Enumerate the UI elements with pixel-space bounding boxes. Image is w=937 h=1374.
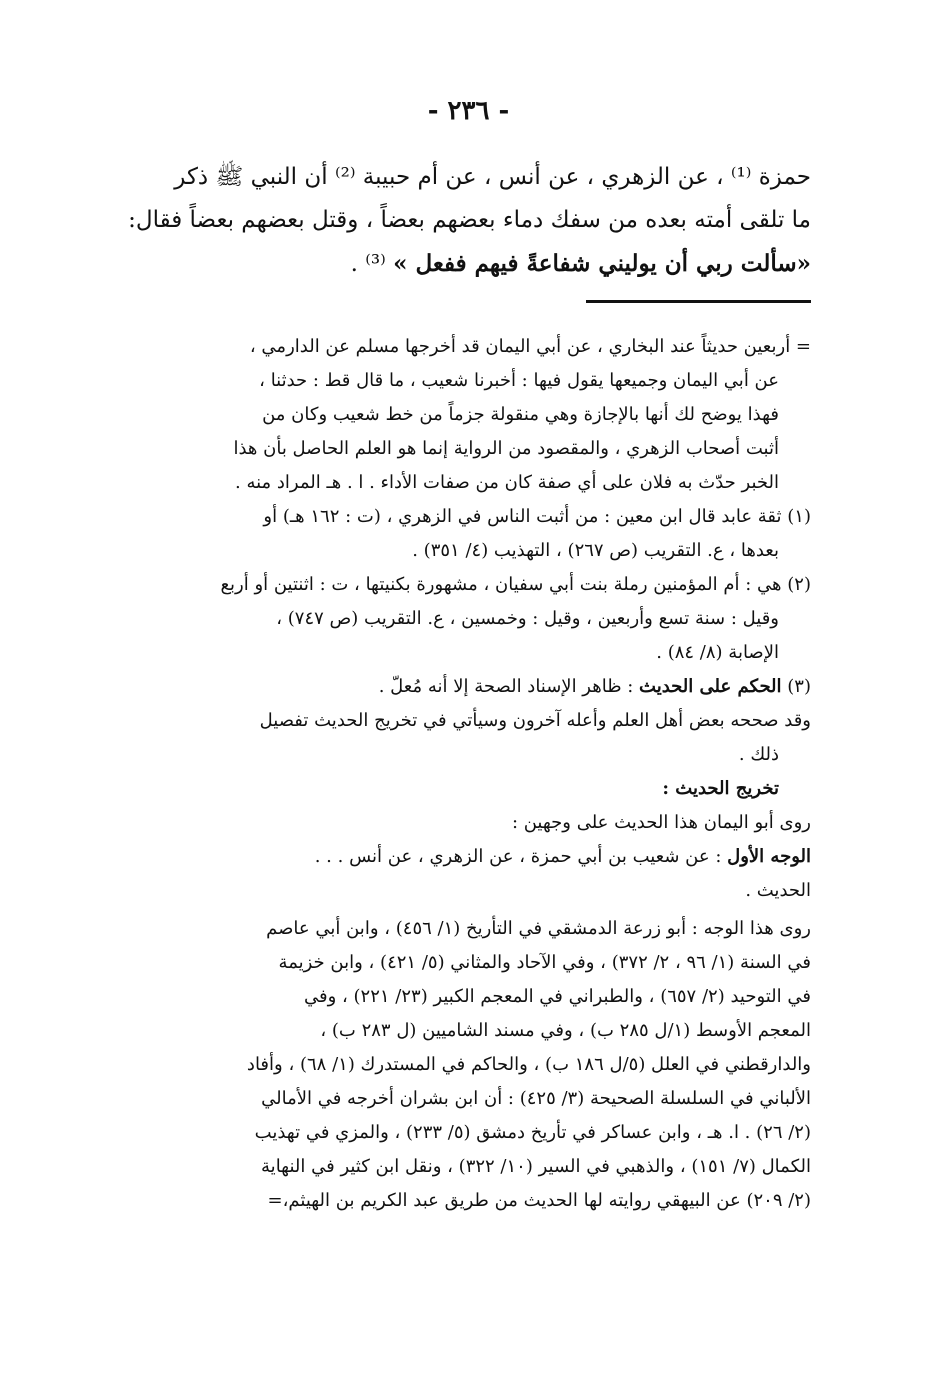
footnotes [121,330,811,1218]
riwaya-line: (٢/ ٢٠٩) عن البيهقي روايته لها الحديث من طريق عبد الكريم بن الهيثم،= [267,1190,811,1211]
footnote-3 [121,670,811,704]
wajh-awwal-label: الوجه الأول [727,846,811,867]
takhrij-heading [121,772,811,806]
takhrij-heading-text: تخريج الحديث : [662,778,779,799]
riwaya-line: الألباني في السلسلة الصحيحة (٣/ ٤٢٥) : أن ابن بشران أخرجه في الأمالي [261,1088,811,1109]
takhrij-intro: روى أبو اليمان هذا الحديث على وجهين : [511,812,811,833]
riwaya-line: المعجم الأوسط (١/ل ٢٨٥ ب) ، وفي مسند الشاميين (ل ٢٨٣ ب) ، [320,1020,811,1041]
footnote-1-cont: بعدها ، ع. التقريب (ص ٢٦٧) ، التهذيب (٤/ ٣٥١) . [412,540,779,561]
riwaya-line: الكمال (٧/ ١٥١) ، والذهبي في السير (١٠/ ٣٢٢) ، ونقل ابن كثير في النهاية [261,1156,811,1177]
footnote-3-number: (٣) [781,676,811,697]
footnote-divider [586,300,811,303]
page-number: - ٢٣٦ - [427,96,510,126]
hadith-quote: «سألت ربي أن يوليني شفاعةً فيهم ففعل » [393,250,811,277]
continuation-line: الخبر حدّث به فلان على أي صفة كان من صفات الأداء . ا . هـ المراد منه . [235,472,779,493]
riwaya-line: (٢/ ٢٦) . ا. هـ ، وابن عساكر في تأريخ دمشق (٥/ ٢٣٣) ، والمزي في تهذيب [254,1122,811,1143]
continuation-line: = أربعين حديثاً عند البخاري ، عن أبي اليمان قد أخرجها مسلم عن الدارمي ، [249,336,811,357]
main-line-2: ما تلقى أمته بعده من سفك دماء بعضهم بعضاً ، وقتل بعضهم بعضاً فقال: [128,207,811,233]
riwaya-line: في التوحيد (٢/ ٦٥٧) ، والطبراني في المعجم الكبير (٢٣/ ٢٢١) ، وفي [303,986,811,1007]
continuation-line: فهذا يوضح لك أنها بالإجازة وهي منقولة جزماً من خط شعيب وكان من [262,404,779,425]
wajh-awwal-text: : عن شعيب بن أبي حمزة ، عن الزهري ، عن أنس . . . [314,846,728,867]
footnote-2-cont: وقيل : سنة تسع وأربعين ، وقيل : وخمسين ، ع. التقريب (ص ٧٤٧) ، [276,608,779,629]
continuation-line: عن أبي اليمان وجميعها يقول فيها : أخبرنا شعيب ، ما قال قط : حدثنا ، [259,370,779,391]
riwaya-line: والدارقطني في العلل (٥/ل ١٨٦ ب) ، والحاكم في المستدرك (١/ ٦٨) ، وأفاد [246,1054,811,1075]
main-text [121,156,811,286]
footnote-3-heading: الحكم على الحديث [639,676,782,697]
footnote-3-cont: ذلك . [738,744,779,765]
riwaya-line: روى هذا الوجه : أبو زرعة الدمشقي في التأريخ (١/ ٤٥٦) ، وابن أبي عاصم [266,918,811,939]
footnote-2: (٢) هي : أم المؤمنين رملة بنت أبي سفيان ، مشهورة بكنيتها ، ت : اثنتين أو أربع [220,574,811,595]
footnote-3-text: : ظاهر الإسناد الصحة إلا أنه مُعلّ . [378,676,640,697]
footnote-3-cont: وقد صححه بعض أهل العلم وأعله آخرون وسيأتي في تخريج الحديث تفصيل [259,710,811,731]
footnote-2-cont: الإصابة (٨/ ٨٤) . [656,642,779,663]
hadith-footnote-ref: ⁽³⁾ . [350,251,394,277]
main-line-1: حمزة ⁽¹⁾ ، عن الزهري ، عن أنس ، عن أم حبيبة ⁽²⁾ أن النبي ﷺ ذكر [174,164,811,190]
wajh-awwal-end: الحديث . [745,880,811,901]
wajh-awwal [121,840,811,874]
riwaya-line: في السنة (١/ ٩٦ ، ٢/ ٣٧٢) ، وفي الآحاد والمثاني (٥/ ٤٢١) ، وابن خزيمة [278,952,811,973]
footnote-1: (١) ثقة عابد قال ابن معين : من أثبت الناس في الزهري ، (ت : ١٦٢ هـ) أو [263,506,811,527]
continuation-line: أثبت أصحاب الزهري ، والمقصود من الرواية إنما هو العلم الحاصل بأن هذا [233,438,779,459]
main-line-3 [121,242,811,286]
